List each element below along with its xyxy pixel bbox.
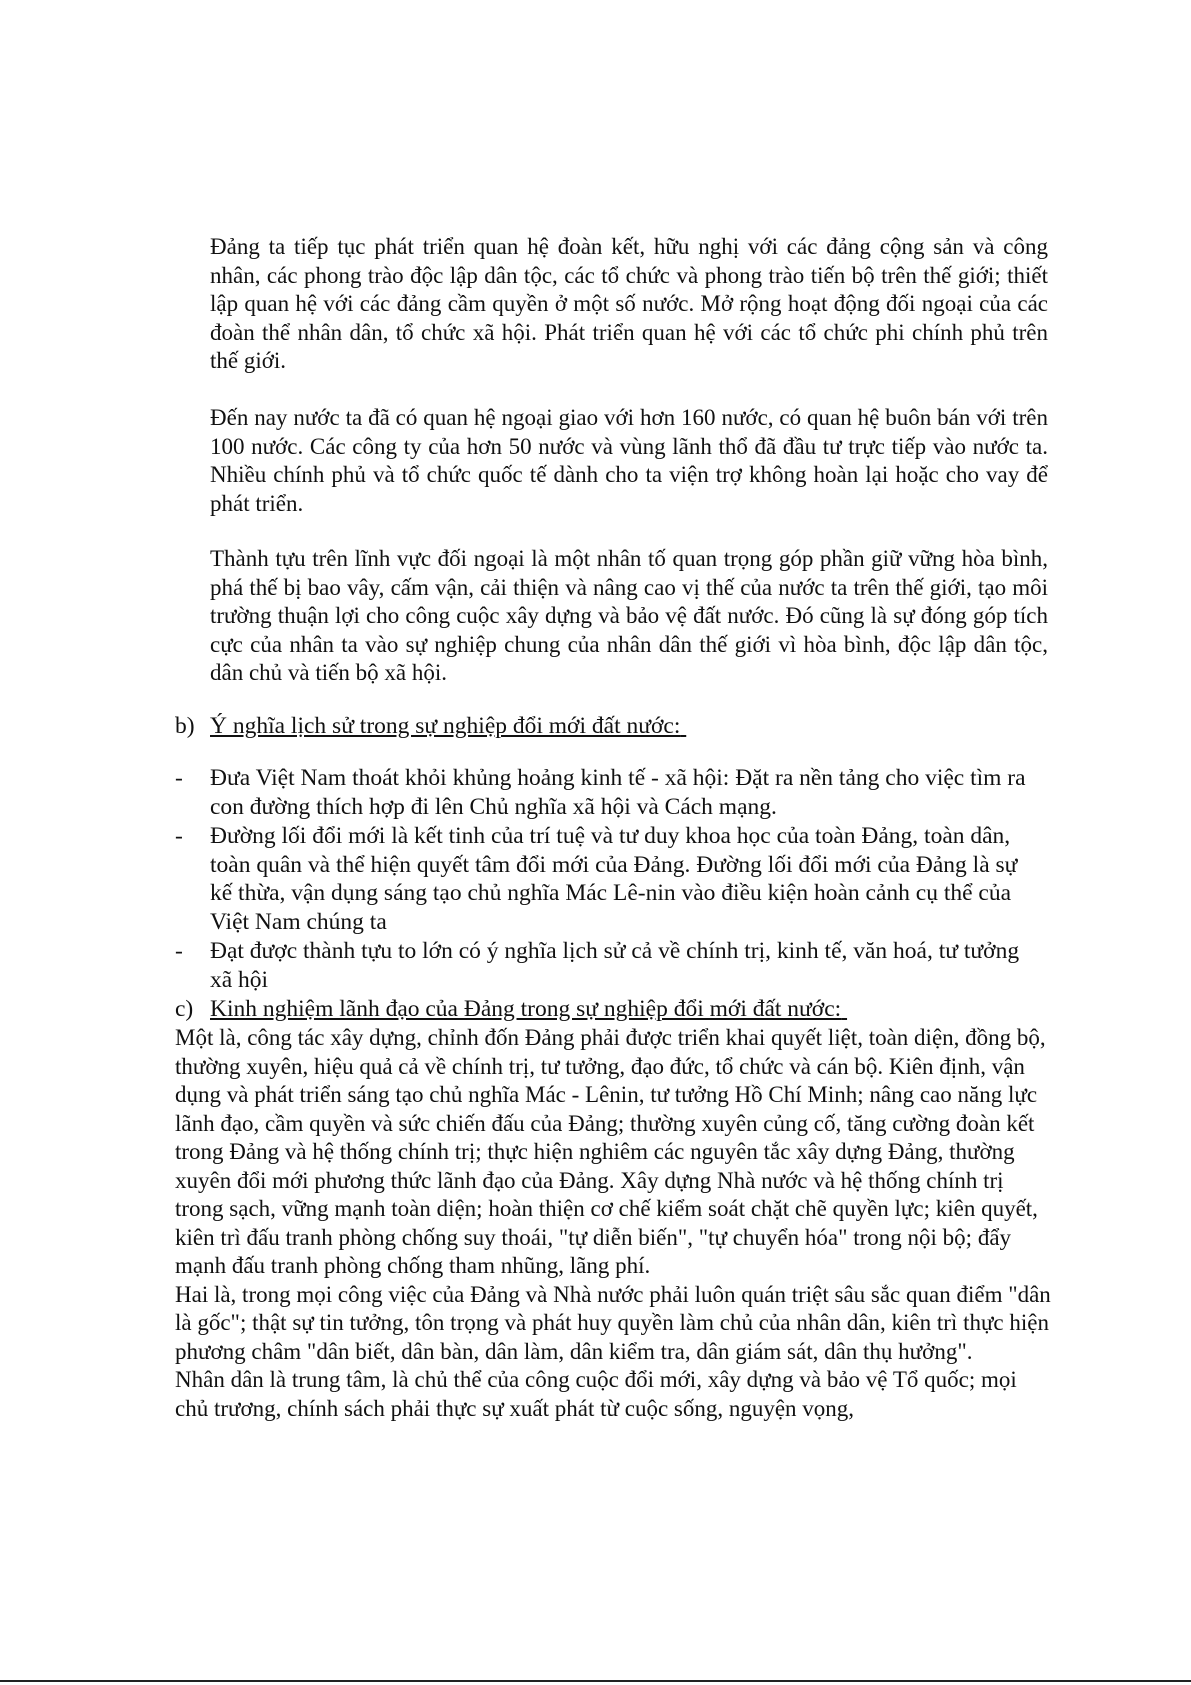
paragraph-lesson-one: Một là, công tác xây dựng, chỉnh đốn Đảng phải được triển khai quyết liệt, toàn diện, đồng bộ, thường xuyên, hiệu quả cả về chính trị, tư tưởng, đạo đức, tổ chức và cán bộ. Kiên định, vận dụng và phát triển sáng tạo chủ nghĩa Mác - Lênin, tư tưởng Hồ Chí Minh; nâng cao năng lực lãnh đạo, cầm quyền và sức chiến đấu của Đảng; thường xuyên củng cố, tăng cường đoàn kết trong Đảng và hệ thống chính trị; thực hiện nghiêm các nguyên tắc xây dựng Đảng, thường xuyên đổi mới phương thức lãnh đạo của Đảng. Xây dựng Nhà nước và hệ thống chính trị trong sạch, vững mạnh toàn diện; hoàn thiện cơ chế kiểm soát chặt chẽ quyền lực; kiên quyết, kiên trì đấu tranh phòng chống suy thoái, "tự diễn biến", "tự chuyển hóa" trong nội bộ; đẩy mạnh đấu tranh phòng chống tham nhũng, lãng phí. bbox=[175, 1025, 1046, 1278]
bullet-item bbox=[175, 937, 1030, 994]
section-c-body bbox=[175, 1024, 1055, 1423]
bullet-text: Đưa Việt Nam thoát khỏi khủng hoảng kinh tế - xã hội: Đặt ra nền tảng cho việc tìm ra con đường thích hợp đi lên Chủ nghĩa xã hội và Cách mạng. bbox=[210, 765, 1026, 820]
bullet-item bbox=[175, 764, 1030, 821]
heading-c-label: c) bbox=[175, 996, 194, 1022]
page-bottom-edge bbox=[0, 1680, 1191, 1682]
heading-section-c bbox=[175, 995, 889, 1023]
paragraph-people-centered: Nhân dân là trung tâm, là chủ thể của công cuộc đổi mới, xây dựng và bảo vệ Tổ quốc; mọi chủ trương, chính sách phải thực sự xuất phát từ cuộc sống, nguyện vọng, bbox=[175, 1367, 1017, 1421]
heading-section-b bbox=[175, 712, 716, 740]
heading-b-label: b) bbox=[175, 713, 195, 739]
bullet-dash: - bbox=[175, 938, 183, 964]
paragraph-lesson-two: Hai là, trong mọi công việc của Đảng và Nhà nước phải luôn quán triệt sâu sắc quan điểm "dân là gốc"; thật sự tin tưởng, tôn trọng và phát huy quyền làm chủ của nhân dân, kiên trì thực hiện phương châm "dân biết, dân bàn, dân làm, dân kiểm tra, dân giám sát, dân thụ hưởng". bbox=[175, 1281, 1051, 1364]
bullet-text: Đạt được thành tựu to lớn có ý nghĩa lịch sử cả về chính trị, kinh tế, văn hoá, tư tưởng xã hội bbox=[210, 938, 1020, 993]
heading-c-title: Kinh nghiệm lãnh đạo của Đảng trong sự nghiệp đổi mới đất nước: bbox=[210, 996, 842, 1022]
bullet-text: Đường lối đổi mới là kết tinh của trí tuệ và tư duy khoa học của toàn Đảng, toàn dân, toàn quân và thể hiện quyết tâm đổi mới của Đảng. Đường lối đổi mới của Đảng là sự kế thừa, vận dụng sáng tạo chủ nghĩa Mác Lê-nin vào điều kiện hoàn cảnh cụ thể của Việt Nam chúng ta bbox=[210, 823, 1018, 935]
paragraph-diplomatic-stats: Đến nay nước ta đã có quan hệ ngoại giao với hơn 160 nước, có quan hệ buôn bán với trên 100 nước. Các công ty của hơn 50 nước và vùng lãnh thổ đã đầu tư trực tiếp vào nước ta. Nhiều chính phủ và tổ chức quốc tế dành cho ta viện trợ không hoàn lại hoặc cho vay để phát triển. bbox=[210, 405, 1048, 516]
bullet-dash: - bbox=[175, 823, 183, 849]
bullet-item bbox=[175, 822, 1030, 936]
paragraph-foreign-achievements: Thành tựu trên lĩnh vực đối ngoại là một nhân tố quan trọng góp phần giữ vững hòa bình, phá thế bị bao vây, cấm vận, cải thiện và nâng cao vị thế của nước ta trên thế giới, tạo môi trường thuận lợi cho công cuộc xây dựng và bảo vệ đất nước. Đó cũng là sự đóng góp tích cực của nhân ta vào sự nghiệp chung của nhân dân thế giới vì hòa bình, độc lập dân tộc, dân chủ và tiến bộ xã hội. bbox=[210, 546, 1048, 685]
bullet-dash: - bbox=[175, 765, 183, 791]
heading-b-title: Ý nghĩa lịch sử trong sự nghiệp đổi mới đất nước: bbox=[210, 713, 681, 739]
paragraph-foreign-relations: Đảng ta tiếp tục phát triển quan hệ đoàn kết, hữu nghị với các đảng cộng sản và công nhân, các phong trào độc lập dân tộc, các tổ chức và phong trào tiến bộ trên thế giới; thiết lập quan hệ với các đảng cầm quyền ở một số nước. Mở rộng hoạt động đối ngoại của các đoàn thể nhân dân, tổ chức xã hội. Phát triển quan hệ với các tổ chức phi chính phủ trên thế giới. bbox=[210, 234, 1048, 373]
